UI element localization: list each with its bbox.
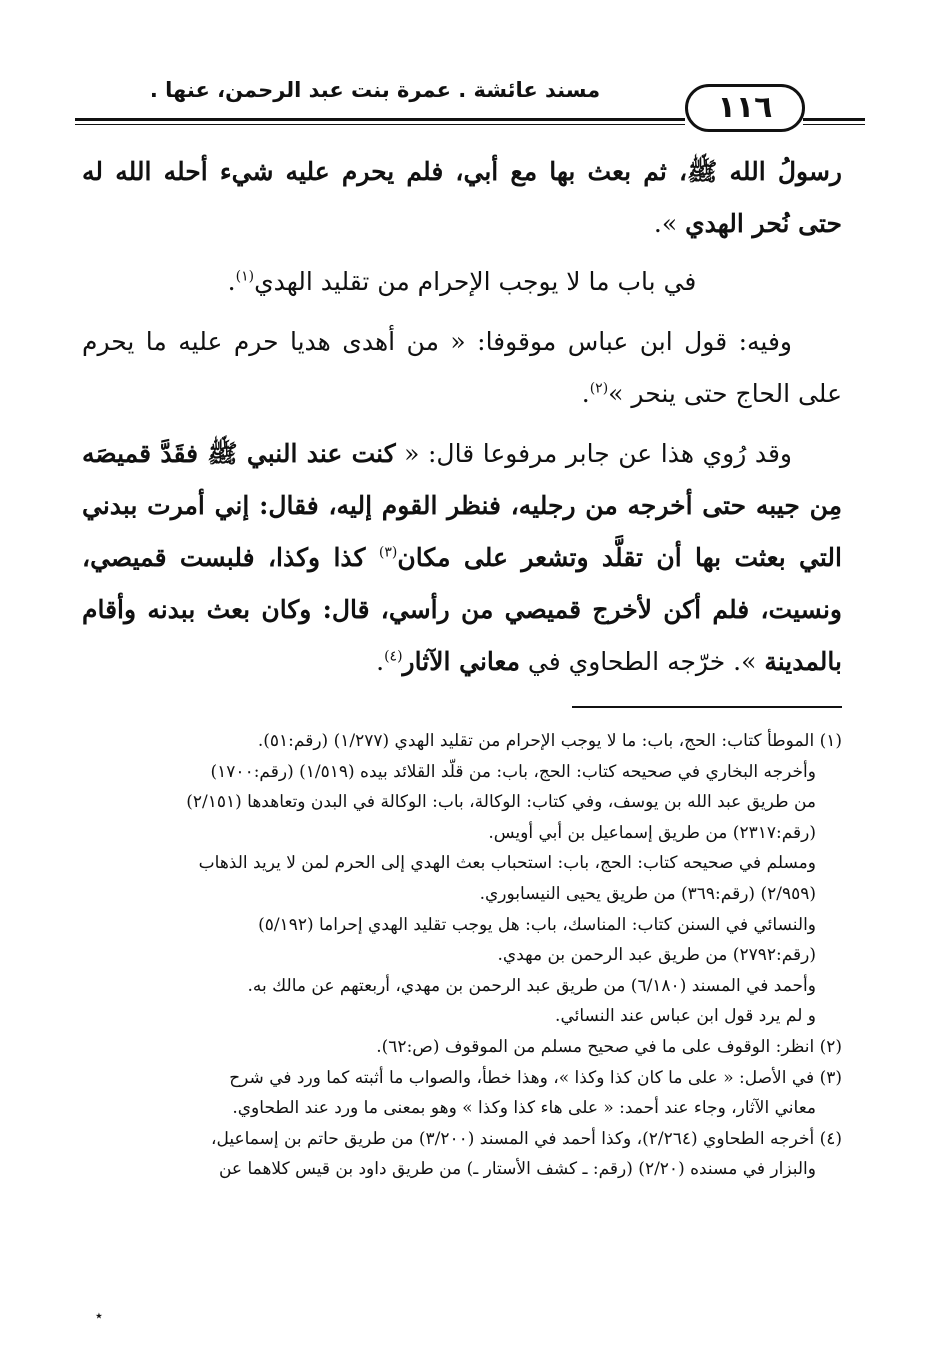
paragraph-2-text: في باب ما لا يوجب الإحرام من تقليد الهدي [254,267,697,296]
continuation-mark: ٭ [95,1308,103,1324]
footnote-1: (١) الموطأ كتاب: الحج، باب: ما لا يوجب الإحرام من تقليد الهدي (١/٢٧٧) (رقم:٥١). [257,731,842,751]
footnote-1-line: والنسائي في السنن كتاب: المناسك، باب: هل يوجب تقليد الهدي إحراما (٥/١٩٢) [258,914,816,935]
footnote-separator [572,706,842,708]
page-number: ١١٦ [685,84,805,132]
paragraph-4-mid: ». خرّجه الطحاوي في [519,647,765,676]
footnote-ref-2[interactable]: (٢) [589,380,609,397]
header-rule-thin [75,124,685,125]
paragraph-2 [82,256,842,308]
header-rule-tail [803,118,865,121]
paragraph-1-text: رسولُ الله ﷺ، ثم بعث بها مع أبي، فلم يحرم عليه شيء أحله الله له حتى نُحر الهدي [82,157,842,238]
footnotes [82,726,842,1185]
header-rule [75,118,685,121]
footnote-1-line: (رقم:٢٣١٧) من طريق إسماعيل بن أبي أويس. [488,822,816,843]
footnote-1-line: و لم يرد قول ابن عباس عند النسائي. [555,1006,816,1027]
paragraph-3-text: وفيه: قول ابن عباس موقوفا: « من أهدى هديا حرم عليه ما يحرم على الحاج حتى ينحر » [82,327,842,408]
footnote-4: (٤) أخرجه الطحاوي (٢/٢٦٤)، وكذا أحمد في المسند (٣/٢٠٠) من طريق حاتم بن إسماعيل، [210,1128,842,1149]
footnote-2: (٢) انظر: الوقوف على ما في صحيح مسلم من الموقوف (ص:٦٢). [376,1036,842,1057]
paragraph-4-quote-a: كنت عند النبي ﷺ فقَدَّ قميصَه مِن جيبه حتى أخرجه من رجليه، فنظر القوم إليه، فقال: إني أمرت ببدني التي بعثت بها أن تقلَّد وتشعر على مكان [82,439,842,572]
paragraph-3-end: . [581,379,590,408]
footnote-1-line: من طريق عبد الله بن يوسف، وفي كتاب: الوكالة، باب: الوكالة في البدن وتعاهدها (٢/١٥١) [186,792,816,813]
paragraph-4-book-title: معاني الآثار [402,647,520,676]
header-rule-tail-thin [803,124,865,125]
paragraph-4-intro: وقد رُوي هذا عن جابر مرفوعا قال: « [395,439,792,468]
paragraph-3 [82,316,842,420]
footnote-1-line: (رقم:٢٧٩٢) من طريق عبد الرحمن بن مهدي. [497,945,816,966]
running-title: مسند عائشة . عمرة بنت عبد الرحمن، عنها . [149,78,601,102]
paragraph-4-end: . [376,647,385,676]
footnote-3: (٣) في الأصل: « على ما كان كذا وكذا »، وهذا خطأ، والصواب ما أثبته كما ورد في شرح [229,1067,842,1088]
paragraph-1 [82,146,842,250]
footnote-1-line: (٢/٩٥٩) (رقم:٣٦٩) من طريق يحيى النيسابوري. [479,883,816,904]
main-text [82,146,842,688]
paragraph-4 [82,428,842,688]
footnote-3-line: معاني الآثار، وجاء عند أحمد: « على هاء كذا وكذا » وهو بمعنى ما ورد عند الطحاوي. [232,1098,816,1119]
paragraph-2-end: . [227,267,236,296]
running-title-wrap [75,78,675,102]
footnote-ref-4[interactable]: (٤) [384,648,403,665]
footnote-4-line: والبزار في مسنده (٢/٢٠) (رقم: ـ كشف الأستار ـ) من طريق داود بن قيس كلاهما عن [218,1159,816,1180]
paragraph-4-quote-b: كذا وكذا، فلبست قميصي، ونسيت، فلم أكن لأخرج قميصي من رأسي، قال: وكان بعث ببدنه وأقام بالمدينة [82,543,842,676]
footnote-ref-1[interactable]: (١) [235,268,255,285]
footnote-ref-3[interactable]: (٣) [378,544,398,561]
paragraph-1-end: ». [653,209,686,238]
footnote-1-line: وأحمد في المسند (٦/١٨٠) من طريق عبد الرحمن بن مهدي، أربعتهم عن مالك به. [247,975,816,996]
page-header [75,70,865,140]
footnote-1-line: ومسلم في صحيحه كتاب: الحج، باب: استحباب بعث الهدي إلى الحرم لمن لا يريد الذهاب [198,853,816,874]
footnote-1-line: وأخرجه البخاري في صحيحه كتاب: الحج، باب: من قلّد القلائد بيده (١/٥١٩) (رقم:١٧٠٠) [210,761,816,782]
